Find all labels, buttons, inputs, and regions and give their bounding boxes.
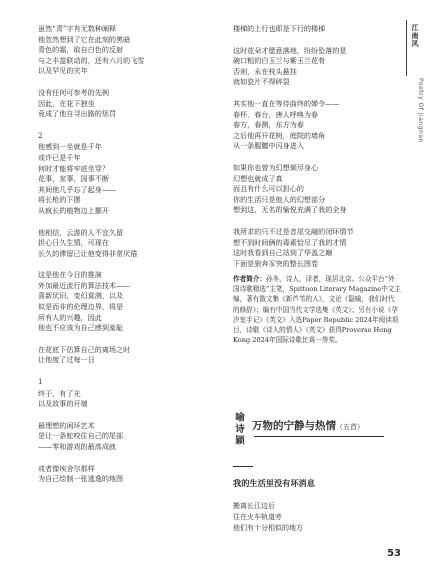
poem-line: 所有人的兴趣，因此 <box>38 312 102 322</box>
poem-line: 或许已是千年 <box>38 152 81 162</box>
short-divider <box>233 466 253 467</box>
left-stanza-8 <box>38 421 213 453</box>
poem-line: 虽然“青”字有无数种阐释 <box>38 24 117 33</box>
right-column <box>233 24 393 280</box>
poem-line: 如果你也曾为幻想倾尽身心 <box>233 162 319 172</box>
poem-title: 我的生活里没有坏消息 <box>233 478 315 488</box>
left-stanza-7 <box>38 389 213 410</box>
poem-line: 花事，家事，国事不断 <box>38 174 109 184</box>
poem-line: 喜新厌旧，变幻莫测，以及 <box>38 291 124 301</box>
poem-line: 青色的霜，取自白色的反射 <box>38 45 124 55</box>
poem-line: 而且有什么可以担心的 <box>233 184 304 194</box>
poem-line: 就如瓷片不得碎裂 <box>233 77 290 87</box>
poem-line: 否则，永在枝头悬挂 <box>233 66 297 76</box>
poem-line: 其间他几乎忘了起身—— <box>38 184 117 194</box>
poem-line: 没有任何可参考的先例 <box>38 87 109 97</box>
poem-line: 你的生活只是他人的幻想部分 <box>233 194 326 204</box>
section-tab <box>406 20 427 76</box>
poem-line: 长久的滞留已让他变得非常厌倦 <box>38 248 138 258</box>
left-stanza-5 <box>38 270 213 334</box>
poem-line: 终于，有了光 <box>38 388 81 398</box>
poem-line: 其实他一直在等待曲终的婵令—— <box>233 98 340 108</box>
poem-line: 似是而非的伦理边界，将是 <box>38 302 124 312</box>
left-stanza-3 <box>38 142 213 216</box>
section-subtitle: Poetry Of Jiangnan <box>417 78 424 143</box>
poem-line: 搬离长江边后 <box>233 502 275 510</box>
title-divider <box>254 436 384 437</box>
poem-line: 因此，在花下独坐 <box>38 98 95 108</box>
poem-line: 从疯长的植物边上挪开 <box>38 205 109 215</box>
bio-text: 孙冬，诗人，译者，现居北京。公众平台“外国诗歌精选”主笔，Spittoon Literary Magazine中文主编，著有散文集《新芦苇的人》，文论《隐喻，我们时代的修辞》；编有中国当代文学选集《英文》；另有小说《孕汐室手记》《英文》入选Paper Republic 2024年阅读项目，诗歌《诗人的情人》《英文》获得Proverse Hong Kong 2024年国际诗歌比赛一等奖。 <box>233 275 401 345</box>
poem-line: 我所求的只不过是音尾交融的闭环情节 <box>233 226 354 236</box>
poem-line: 他相信，云游的人不宜久留 <box>38 227 124 237</box>
page-number: 53 <box>387 548 401 559</box>
poem-line: 以及罕见的灾年 <box>38 66 88 76</box>
poet-name-vertical: 喻诗颖 <box>233 412 244 447</box>
poem-line: 下面是狼奔豕突的整长图卷 <box>233 258 319 268</box>
left-stanza-4 <box>38 228 213 260</box>
poem-line: 是让一条蛇咬住自己的尾部 <box>38 431 124 441</box>
poem-line: 与之丰盈联动的，还有六月的飞雪 <box>38 55 145 65</box>
poem-line: 他们有十分相似的地方 <box>233 524 303 532</box>
left-stanza-9 <box>38 464 213 485</box>
poem-line: 住在火车轨道旁 <box>233 513 282 521</box>
column-title-text: 万物的宁静与热情 <box>252 420 336 432</box>
poem-line: 让他度了过每一日 <box>38 355 95 365</box>
poem-line: 从一条腥膻中闪身进入 <box>233 141 304 151</box>
poem-line: 他也不应该为自己感到羞耻 <box>38 323 124 333</box>
poem-line: 之后他再开花树，庭院的墙角 <box>233 130 326 140</box>
column-title <box>252 418 364 433</box>
poem-line: 想不到时间俩的毒素恰尽了我的才情 <box>233 237 347 247</box>
poem-line: 幻想也就成了真 <box>233 173 283 183</box>
poem-line: 为自己绘制一张逃逸的地图 <box>38 474 124 484</box>
right-stanza-4 <box>233 163 393 216</box>
left-stanza-1 <box>38 24 213 77</box>
poem-line: 这时花朵才愿意落地，纷纷坠落的是 <box>233 45 347 55</box>
poem-line: 将长枪的下摆 <box>38 195 81 205</box>
poem-line: 竟成了他自寻出路的惩罚 <box>38 109 117 119</box>
right-stanza-3 <box>233 99 393 152</box>
bio-label: 作者简介： <box>233 275 266 283</box>
poem-line: 何时才能将牢底坐穿？ <box>38 163 109 173</box>
poem-body <box>233 501 303 534</box>
left-stanza-2 <box>38 88 213 120</box>
poem-line: 以及故事的开端 <box>38 399 88 409</box>
poem-line: 碗口粗的白玉兰与紫玉兰花骨 <box>233 56 326 66</box>
right-stanza-1 <box>233 24 393 35</box>
poem-line: 他忽然想到了它在此刻的黑暗 <box>38 34 131 44</box>
poem-line: 他感到一坐就是千年 <box>38 142 102 152</box>
poem-line: ——零和游戏的最高成就 <box>38 442 117 451</box>
poem-line: 外加最近流行的算法技术—— <box>38 280 131 290</box>
left-column <box>38 24 213 496</box>
poem-line: 或者像埃舍尔那样 <box>38 463 95 473</box>
poem-line: 在花底下估算自己的离场之时 <box>38 344 131 354</box>
column-title-suffix: （五首） <box>336 423 364 431</box>
author-bio <box>233 274 401 345</box>
poem-line: 想到这，无名的愉悦充满了我的全身 <box>233 205 347 215</box>
section-number-1: 1 <box>38 377 43 387</box>
left-stanza-6 <box>38 345 213 366</box>
right-stanza-5 <box>233 227 393 269</box>
poem-line: 春杯，春台，唐人呼唤为春 <box>233 109 319 119</box>
section-number-2: 2 <box>38 130 43 140</box>
poem-line: 最理想的闲环艺术 <box>38 420 95 430</box>
poem-line: 楼梯的上行也即是下行的楼梯 <box>233 24 326 33</box>
poem-line: 春方，春测，东方为春 <box>233 120 304 130</box>
right-stanza-2 <box>233 46 393 88</box>
section-title: 江南风 <box>411 24 419 48</box>
poem-line: 担心日久生情，可现在 <box>38 238 109 248</box>
poem-line: 这时我看到自己站到了华盖之巅 <box>233 248 333 258</box>
poem-line: 这是他在今日的推演 <box>38 270 102 280</box>
